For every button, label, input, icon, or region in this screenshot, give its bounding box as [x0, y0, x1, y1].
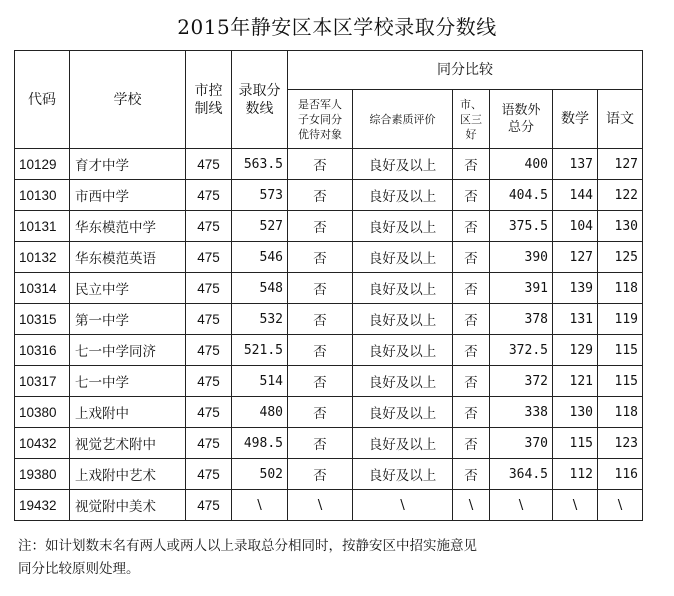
admission-score-table [14, 50, 643, 521]
cell-core-total: \ [490, 490, 553, 521]
header-core-total-2: 总分 [507, 120, 534, 135]
table-row [15, 180, 643, 211]
cell-core-total: 378 [490, 304, 553, 335]
cell-admission-score: 563.5 [232, 149, 288, 180]
header-core-total-1: 语数外 [501, 103, 541, 118]
cell-control-line: 475 [186, 180, 232, 211]
header-city-control-line-1: 市控 [194, 82, 223, 99]
cell-chinese: 130 [598, 211, 643, 242]
cell-merit: 否 [453, 459, 490, 490]
cell-military: 否 [288, 273, 353, 304]
cell-chinese: 118 [598, 273, 643, 304]
cell-math: \ [553, 490, 598, 521]
cell-admission-score: 532 [232, 304, 288, 335]
cell-admission-score: 514 [232, 366, 288, 397]
cell-control-line: 475 [186, 273, 232, 304]
cell-merit: 否 [453, 211, 490, 242]
cell-military: 否 [288, 211, 353, 242]
header-merit-student-2: 区三 [460, 112, 482, 126]
cell-school: 上戏附中艺术 [70, 459, 186, 490]
header-row-top [15, 51, 643, 90]
table-row [15, 428, 643, 459]
cell-admission-score: 548 [232, 273, 288, 304]
cell-school: 视觉艺术附中 [70, 428, 186, 459]
cell-admission-score: 573 [232, 180, 288, 211]
cell-code: 10316 [15, 335, 70, 366]
header-math: 数学 [553, 90, 598, 149]
cell-military: 否 [288, 242, 353, 273]
cell-quality: 良好及以上 [353, 459, 453, 490]
cell-admission-score: 546 [232, 242, 288, 273]
header-school: 学校 [70, 51, 186, 149]
table-row [15, 459, 643, 490]
table-row [15, 490, 643, 521]
cell-math: 131 [553, 304, 598, 335]
cell-admission-score: \ [232, 490, 288, 521]
header-merit-student-3: 好 [465, 127, 477, 141]
cell-quality: 良好及以上 [353, 242, 453, 273]
header-military-family-1: 是否军人 [298, 97, 342, 111]
cell-admission-score: 527 [232, 211, 288, 242]
cell-merit: 否 [453, 335, 490, 366]
header-city-control-line-2: 制线 [194, 100, 223, 117]
cell-core-total: 390 [490, 242, 553, 273]
cell-math: 129 [553, 335, 598, 366]
cell-control-line: 475 [186, 397, 232, 428]
cell-quality: 良好及以上 [353, 428, 453, 459]
table-row [15, 211, 643, 242]
header-military-family [288, 90, 353, 149]
cell-military: 否 [288, 397, 353, 428]
cell-code: 10130 [15, 180, 70, 211]
cell-code: 10315 [15, 304, 70, 335]
cell-core-total: 391 [490, 273, 553, 304]
cell-code: 10317 [15, 366, 70, 397]
cell-code: 10314 [15, 273, 70, 304]
cell-quality: \ [353, 490, 453, 521]
cell-merit: 否 [453, 428, 490, 459]
cell-math: 139 [553, 273, 598, 304]
cell-quality: 良好及以上 [353, 335, 453, 366]
cell-core-total: 372.5 [490, 335, 553, 366]
cell-math: 112 [553, 459, 598, 490]
footnote [18, 535, 658, 581]
page-title: 2015年静安区本区学校录取分数线 [177, 15, 497, 39]
table-row [15, 335, 643, 366]
header-merit-student-1: 市、 [460, 97, 482, 111]
cell-merit: 否 [453, 366, 490, 397]
cell-chinese: 122 [598, 180, 643, 211]
cell-military: 否 [288, 428, 353, 459]
cell-chinese: 118 [598, 397, 643, 428]
cell-school: 七一中学同济 [70, 335, 186, 366]
cell-military: 否 [288, 149, 353, 180]
cell-core-total: 372 [490, 366, 553, 397]
cell-chinese: 123 [598, 428, 643, 459]
cell-code: 10432 [15, 428, 70, 459]
header-military-family-3: 优待对象 [298, 127, 342, 141]
cell-admission-score: 521.5 [232, 335, 288, 366]
cell-code: 10132 [15, 242, 70, 273]
table-row [15, 397, 643, 428]
cell-math: 121 [553, 366, 598, 397]
cell-admission-score: 480 [232, 397, 288, 428]
cell-military: \ [288, 490, 353, 521]
cell-code: 19432 [15, 490, 70, 521]
cell-school: 第一中学 [70, 304, 186, 335]
cell-school: 育才中学 [70, 149, 186, 180]
cell-school: 民立中学 [70, 273, 186, 304]
table-row [15, 273, 643, 304]
cell-merit: 否 [453, 397, 490, 428]
cell-control-line: 475 [186, 242, 232, 273]
cell-code: 10129 [15, 149, 70, 180]
header-core-total [490, 90, 553, 149]
cell-code: 10380 [15, 397, 70, 428]
cell-school: 上戏附中 [70, 397, 186, 428]
header-military-family-2: 子女同分 [298, 112, 342, 126]
cell-quality: 良好及以上 [353, 273, 453, 304]
cell-merit: 否 [453, 180, 490, 211]
cell-merit: \ [453, 490, 490, 521]
cell-code: 19380 [15, 459, 70, 490]
cell-math: 144 [553, 180, 598, 211]
table-row [15, 304, 643, 335]
header-admission-score-2: 数线 [245, 100, 274, 117]
cell-core-total: 375.5 [490, 211, 553, 242]
header-chinese: 语文 [598, 90, 643, 149]
cell-core-total: 338 [490, 397, 553, 428]
header-merit-student [453, 90, 490, 149]
cell-school: 华东模范英语 [70, 242, 186, 273]
header-quality-evaluation: 综合素质评价 [353, 90, 453, 149]
table-row [15, 149, 643, 180]
cell-school: 华东模范中学 [70, 211, 186, 242]
cell-core-total: 400 [490, 149, 553, 180]
cell-school: 视觉附中美术 [70, 490, 186, 521]
cell-quality: 良好及以上 [353, 149, 453, 180]
footnote-line-1: 注：如计划数末名有两人或两人以上录取总分相同时，按静安区中招实施意见 [18, 538, 477, 554]
cell-merit: 否 [453, 304, 490, 335]
cell-quality: 良好及以上 [353, 366, 453, 397]
cell-quality: 良好及以上 [353, 180, 453, 211]
cell-chinese: 115 [598, 366, 643, 397]
cell-chinese: \ [598, 490, 643, 521]
cell-control-line: 475 [186, 304, 232, 335]
cell-control-line: 475 [186, 211, 232, 242]
cell-admission-score: 502 [232, 459, 288, 490]
cell-math: 137 [553, 149, 598, 180]
cell-math: 104 [553, 211, 598, 242]
header-admission-score-1: 录取分 [238, 82, 281, 99]
cell-math: 130 [553, 397, 598, 428]
cell-core-total: 404.5 [490, 180, 553, 211]
cell-military: 否 [288, 180, 353, 211]
cell-military: 否 [288, 366, 353, 397]
cell-chinese: 115 [598, 335, 643, 366]
cell-military: 否 [288, 459, 353, 490]
table-row [15, 242, 643, 273]
header-city-control-line [186, 51, 232, 149]
cell-merit: 否 [453, 273, 490, 304]
cell-quality: 良好及以上 [353, 397, 453, 428]
cell-chinese: 119 [598, 304, 643, 335]
cell-chinese: 127 [598, 149, 643, 180]
cell-military: 否 [288, 304, 353, 335]
cell-core-total: 364.5 [490, 459, 553, 490]
cell-chinese: 116 [598, 459, 643, 490]
cell-school: 七一中学 [70, 366, 186, 397]
cell-control-line: 475 [186, 366, 232, 397]
footnote-line-2: 同分比较原则处理。 [18, 561, 140, 577]
cell-control-line: 475 [186, 490, 232, 521]
header-tie-comparison: 同分比较 [288, 51, 643, 90]
cell-admission-score: 498.5 [232, 428, 288, 459]
cell-chinese: 125 [598, 242, 643, 273]
cell-control-line: 475 [186, 335, 232, 366]
cell-control-line: 475 [186, 428, 232, 459]
cell-control-line: 475 [186, 459, 232, 490]
cell-school: 市西中学 [70, 180, 186, 211]
cell-code: 10131 [15, 211, 70, 242]
cell-merit: 否 [453, 242, 490, 273]
cell-control-line: 475 [186, 149, 232, 180]
cell-military: 否 [288, 335, 353, 366]
cell-merit: 否 [453, 149, 490, 180]
cell-quality: 良好及以上 [353, 304, 453, 335]
header-code: 代码 [15, 51, 70, 149]
cell-core-total: 370 [490, 428, 553, 459]
cell-quality: 良好及以上 [353, 211, 453, 242]
table-row [15, 366, 643, 397]
header-admission-score [232, 51, 288, 149]
cell-math: 127 [553, 242, 598, 273]
cell-math: 115 [553, 428, 598, 459]
